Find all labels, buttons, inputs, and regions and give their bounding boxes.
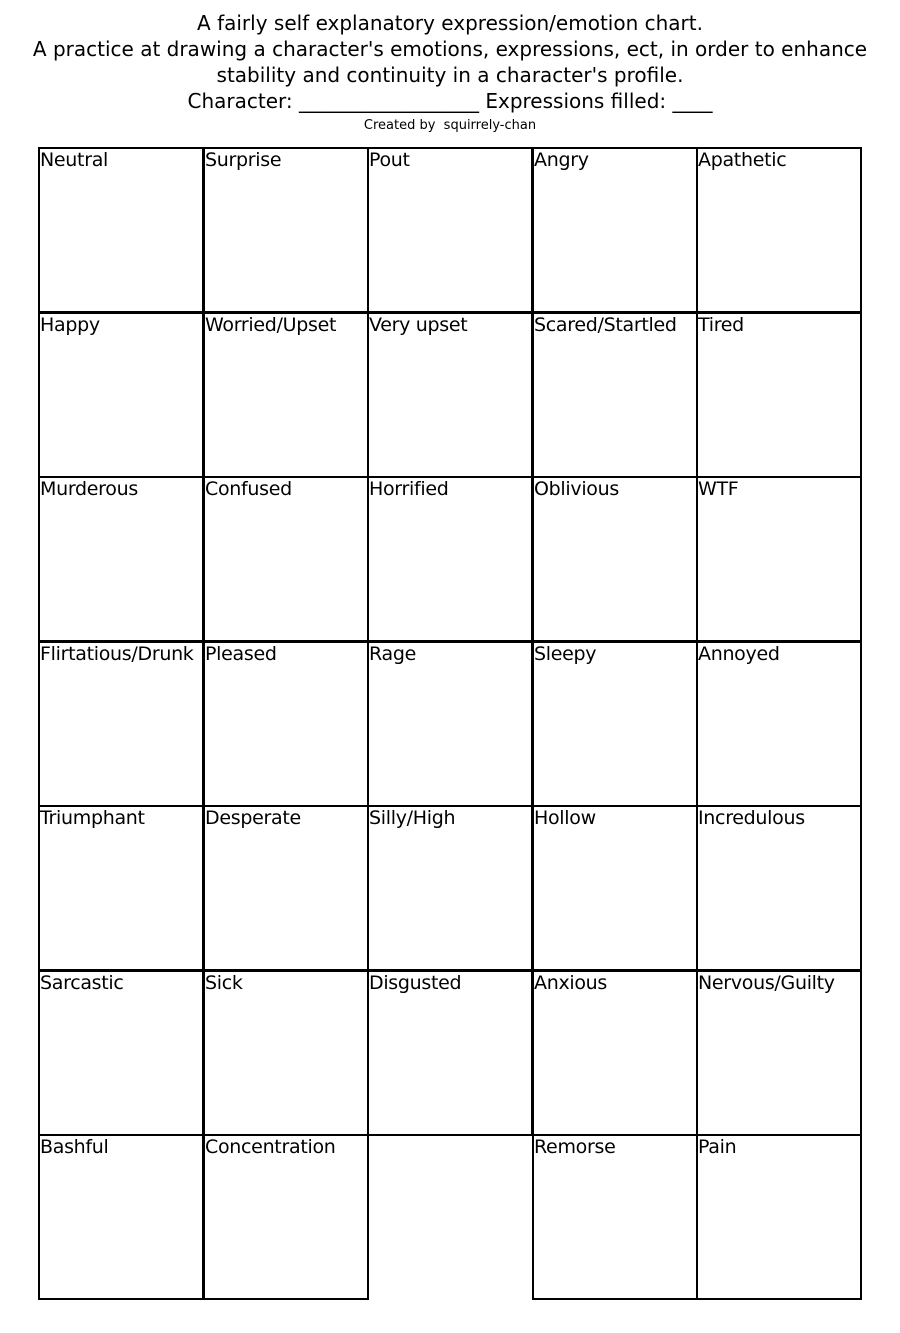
expression-label: Surprise bbox=[205, 149, 282, 171]
chart-header bbox=[0, 10, 900, 134]
expression-box bbox=[203, 476, 369, 642]
expression-label: Anxious bbox=[534, 972, 608, 994]
expression-label: Scared/Startled bbox=[534, 314, 677, 336]
expression-label: Concentration bbox=[205, 1136, 336, 1158]
expression-label: Bashful bbox=[40, 1136, 109, 1158]
chart-title: A fairly self explanatory expression/emotion chart. bbox=[197, 11, 703, 35]
expression-box bbox=[696, 970, 862, 1136]
expression-label: Oblivious bbox=[534, 478, 619, 500]
expression-label: Tired bbox=[698, 314, 744, 336]
chart-description-continued: stability and continuity in a character's profile. bbox=[216, 63, 684, 87]
expression-label: Pout bbox=[369, 149, 410, 171]
expression-box bbox=[203, 805, 369, 971]
expression-label: Pleased bbox=[205, 643, 277, 665]
expression-box bbox=[38, 641, 204, 807]
expression-box bbox=[203, 147, 369, 313]
expression-label: Very upset bbox=[369, 314, 468, 336]
expression-label: Incredulous bbox=[698, 807, 805, 829]
expression-label: Flirtatious/Drunk bbox=[40, 643, 194, 665]
expression-grid bbox=[38, 147, 863, 1299]
expression-box bbox=[203, 641, 369, 807]
credit-line: Created by squirrely-chan bbox=[363, 118, 537, 133]
expression-label: WTF bbox=[698, 478, 739, 500]
expression-box bbox=[38, 312, 204, 478]
expression-box bbox=[532, 147, 698, 313]
expression-label: Pain bbox=[698, 1136, 737, 1158]
expression-box bbox=[38, 1134, 204, 1300]
expression-label: Disgusted bbox=[369, 972, 462, 994]
expression-box bbox=[532, 312, 698, 478]
expression-box bbox=[38, 476, 204, 642]
expression-label: Sick bbox=[205, 972, 243, 994]
expression-label: Sarcastic bbox=[40, 972, 124, 994]
expression-box bbox=[203, 312, 369, 478]
expression-box bbox=[203, 1134, 369, 1300]
expression-label: Annoyed bbox=[698, 643, 780, 665]
expression-label: Sleepy bbox=[534, 643, 597, 665]
expression-box bbox=[367, 476, 533, 642]
expression-label: Remorse bbox=[534, 1136, 616, 1158]
expression-label: Desperate bbox=[205, 807, 301, 829]
expression-label: Happy bbox=[40, 314, 100, 336]
expression-label: Rage bbox=[369, 643, 416, 665]
expression-box bbox=[532, 1134, 698, 1300]
expression-box bbox=[696, 147, 862, 313]
expression-label: Silly/High bbox=[369, 807, 456, 829]
expression-box bbox=[696, 805, 862, 971]
expression-box bbox=[38, 147, 204, 313]
expression-box bbox=[38, 805, 204, 971]
expression-label: Worried/Upset bbox=[205, 314, 337, 336]
expression-label: Apathetic bbox=[698, 149, 787, 171]
expression-box bbox=[532, 476, 698, 642]
expression-box bbox=[367, 312, 533, 478]
expression-box bbox=[696, 312, 862, 478]
expression-box bbox=[367, 805, 533, 971]
expression-box bbox=[696, 1134, 862, 1300]
expression-box bbox=[696, 476, 862, 642]
expression-label: Nervous/Guilty bbox=[698, 972, 835, 994]
character-fill-line: Character: __________________ Expressions filled: ____ bbox=[187, 89, 713, 113]
expression-label: Horrified bbox=[369, 478, 449, 500]
expression-label: Triumphant bbox=[40, 807, 145, 829]
expression-box bbox=[532, 805, 698, 971]
expression-box bbox=[696, 641, 862, 807]
expression-box bbox=[367, 147, 533, 313]
expression-label: Confused bbox=[205, 478, 292, 500]
expression-box bbox=[532, 970, 698, 1136]
expression-box bbox=[532, 641, 698, 807]
expression-label: Murderous bbox=[40, 478, 138, 500]
chart-description: A practice at drawing a character's emotions, expressions, ect, in order to enhance bbox=[32, 37, 868, 61]
expression-box bbox=[367, 641, 533, 807]
expression-box bbox=[203, 970, 369, 1136]
expression-label: Hollow bbox=[534, 807, 596, 829]
expression-label: Angry bbox=[534, 149, 589, 171]
expression-box bbox=[38, 970, 204, 1136]
expression-label: Neutral bbox=[40, 149, 109, 171]
expression-box bbox=[367, 970, 533, 1136]
